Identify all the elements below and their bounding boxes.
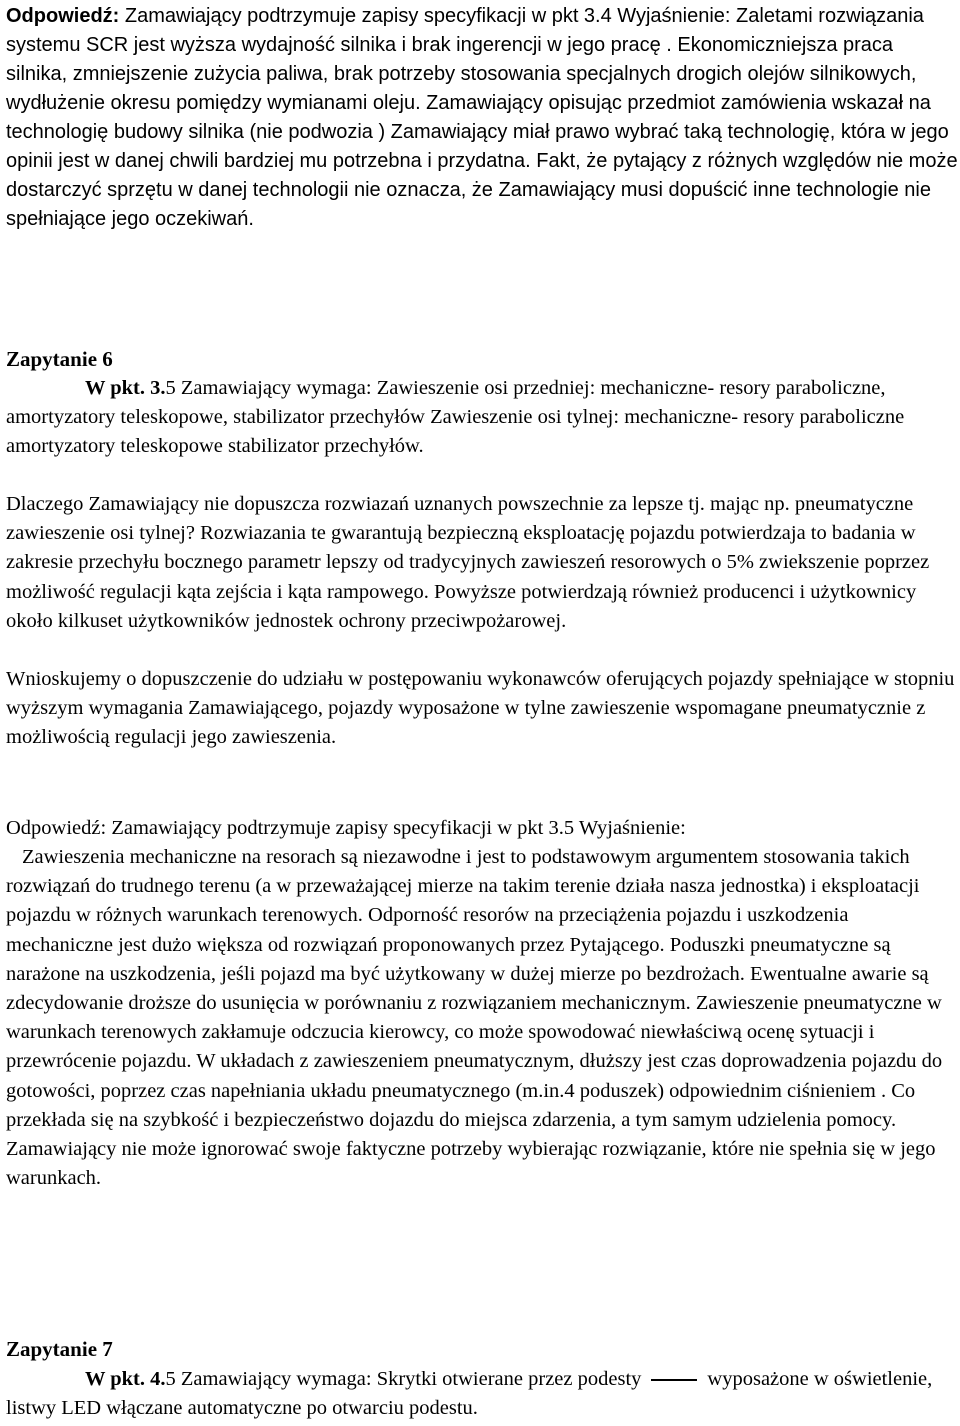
- question-7-text-part-1: 5 Zamawiający wymaga: Skrytki otwierane przez podesty: [165, 1368, 642, 1390]
- question-7-text-part-2: wyposażone w oświetlenie, listwy LED włączane automatyczne po otwarciu podestu.: [6, 1368, 933, 1420]
- question-6-text: 5 Zamawiający wymaga: Zawieszenie osi przedniej: mechaniczne- resory paraboliczne, amortyzatory teleskopowe, stabilizator przechyłów Zawieszenie osi tylnej: mechaniczne- resory paraboliczne amortyzatory teleskopowe stabilizator przechyłów.: [6, 377, 905, 458]
- question-7-requirement: [6, 1365, 958, 1423]
- question-6-para-3: Wnioskujemy o dopuszczenie do udziału w postępowaniu wykonawców oferujących pojazdy spełniające w stopniu wyższym wymagania Zamawiającego, pojazdy wyposażone w tylne zawieszenie wspomagane pneumatycznie z możliwością regulacji jego zawieszenia.: [6, 668, 955, 749]
- question-6-para-2: Dlaczego Zamawiający nie dopuszcza rozwiazań uznanych powszechnie za lepsze tj. mając np. pneumatyczne zawieszenie osi tylnej? Rozwiazania te gwarantują bezpieczną eksploatację pojazdu potwierdzaja to badania w zakresie przechyłu bocznego parametr lepszy od tradycyjnych zawieszeń resorowych o 5% zwiekszenie poprzez możliwość regulacji kąta zejścia i kąta rampowego. Powyższe potwierdzają również producenci i użytkownicy około kilkuset użytkowników jednostek ochrony przeciwpożarowej.: [6, 493, 930, 632]
- question-6-requirement: [6, 374, 958, 462]
- dash-line: [651, 1379, 697, 1381]
- answer-3-5-heading: [6, 814, 958, 843]
- answer-heading-text: Zamawiający podtrzymuje zapisy specyfikacji w pkt 3.5 Wyjaśnienie:: [106, 817, 686, 839]
- question-6-ref: W pkt. 3.: [85, 377, 166, 399]
- answer-label: Odpowiedź:: [6, 817, 107, 839]
- question-6-title: Zapytanie 6: [6, 347, 113, 371]
- question-7-title: Zapytanie 7: [6, 1337, 113, 1361]
- answer-3-5-body: Zawieszenia mechaniczne na resorach są niezawodne i jest to podstawowym argumentem stosowania takich rozwiązań do trudnego terenu (a w przeważającej mierze na takim terenie działa nasza jednostka) i eksploatacji pojazdu w różnych warunkach terenowych. Odporność resorów na przeciążenia pojazdu i uszkodzenia mechaniczne jest dużo większa od rozwiązań proponowanych przez Pytającego. Poduszki pneumatyczne są narażone na uszkodzenia, jeśli pojazd ma być użytkowany w dużej mierze po bezdrożach. Ewentualne awarie są zdecydowanie droższe do usunięcia w porównaniu z rozwiązaniem mechanicznym. Zawieszenie pneumatyczne w warunkach terenowych zakłamuje odczucia kierowcy, co może spowodować niewłaściwą ocenę sytuacji i przewrócenie pojazdu. W układach z zawieszeniem pneumatycznym, dłuższy jest czas doprowadzenia pojazdu do gotowości, poprzez czas napełniania układu pneumatycznego (m.in.4 poduszek) odpowiednim ciśnieniem . Co przekłada się na szybkość i bezpieczeństwo dojazdu do miejsca zdarzenia, a tym samym udzielenia pomocy. Zamawiający nie może ignorować swoje faktyczne potrzeby wybierając rozwiązanie, które nie spełnia się w jego warunkach.: [6, 846, 943, 1190]
- answer-label: Odpowiedź:: [6, 5, 120, 27]
- answer-3-4-paragraph: [6, 2, 958, 234]
- question-7-ref: W pkt. 4.: [85, 1368, 166, 1390]
- answer-text: Zamawiający podtrzymuje zapisy specyfikacji w pkt 3.4 Wyjaśnienie: Zaletami rozwiązania systemu SCR jest wyższa wydajność silnika i brak ingerencji w jego pracę . Ekonomiczniejsza praca silnika, zmniejszenie zużycia paliwa, brak potrzeby stosowania specjalnych drogich olejów silnikowych, wydłużenie okresu pomiędzy wymianami oleju. Zamawiający opisując przedmiot zamówienia wskazał na technologię budowy silnika (nie podwozia ) Zamawiający miał prawo wybrać taką technologię, która w jego opinii jest w danej chwili bardziej mu potrzebna i przydatna. Fakt, że pytający z różnych względów nie może dostarczyć sprzętu w danej technologii nie oznacza, że Zamawiający musi dopuścić inne technologie nie spełniające jego oczekiwań.: [6, 5, 958, 230]
